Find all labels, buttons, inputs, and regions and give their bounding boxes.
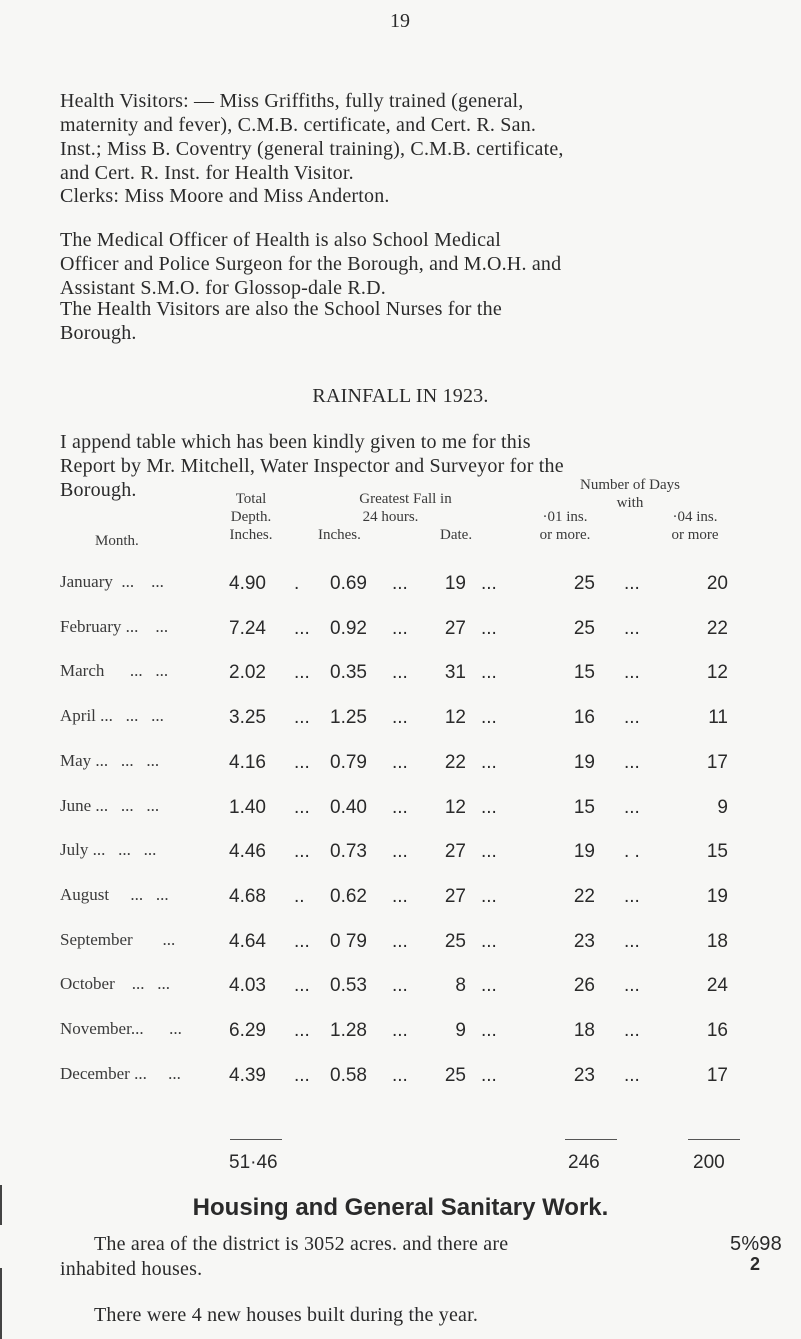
header-days-04 (645, 508, 745, 544)
total-rule (230, 1139, 282, 1140)
cell-sep: ... (481, 975, 497, 996)
cell-days-01: 19 (573, 841, 595, 862)
header-greatest (318, 490, 493, 526)
cell-days-01: 16 (573, 707, 595, 728)
cell-sep: ... (294, 752, 310, 773)
total-rule (688, 1139, 740, 1140)
cell-greatest: 1.28 (330, 1020, 367, 1041)
header-greatest-line: 24 hours. (362, 509, 419, 525)
header-greatest-line: Greatest Fall in (359, 491, 452, 507)
cell-sep: ... (392, 841, 408, 862)
cell-sep: ... (294, 662, 310, 683)
cell-date: 9 (455, 1020, 466, 1041)
cell-greatest: 0.58 (330, 1065, 367, 1086)
cell-total: 4.16 (229, 752, 266, 773)
cell-date: 12 (444, 707, 466, 728)
para-line: Borough. (60, 479, 137, 501)
housing-heading: Housing and General Sanitary Work. (192, 1194, 609, 1221)
header-days-04-line: or more (671, 527, 719, 543)
cell-days-04: 12 (706, 662, 728, 683)
cell-date: 31 (444, 662, 466, 683)
cell-sep: ... (392, 975, 408, 996)
para-line: Borough. (60, 322, 137, 344)
cell-days-01: 18 (573, 1020, 595, 1041)
para-line: The Health Visitors are also the School Nurses for the (60, 298, 502, 320)
cell-days-01: 25 (573, 618, 595, 639)
cell-days-04: 15 (706, 841, 728, 862)
header-days-01-line: ·01 ins. (542, 509, 588, 525)
clerks-paragraph: Clerks: Miss Moore and Miss Anderton. (60, 185, 390, 207)
header-days-line: with (616, 495, 644, 511)
para-line: Inst.; Miss B. Coventry (general training), C.M.B. certificate, (60, 138, 564, 160)
cell-days-04: 9 (717, 797, 728, 818)
cell-days-04: 22 (706, 618, 728, 639)
cell-month: October ... ... (60, 974, 171, 993)
para-line: maternity and fever), C.M.B. certificate, and Cert. R. San. (60, 114, 537, 136)
header-total-line: Total (235, 491, 267, 507)
cell-month: April ... ... ... (60, 706, 164, 725)
cell-greatest: 0.92 (330, 618, 367, 639)
cell-sep: ... (481, 618, 497, 639)
cell-sep: ... (481, 886, 497, 907)
cell-days-01: 23 (573, 931, 595, 952)
header-date: Date. (440, 527, 473, 543)
cell-sep: ... (392, 752, 408, 773)
header-month: Month. (95, 533, 139, 549)
cell-sep: ... (294, 931, 310, 952)
cell-sep: ... (481, 931, 497, 952)
header-total-line: Inches. (229, 527, 273, 543)
cell-days-01: 26 (573, 975, 595, 996)
cell-sep: ... (624, 975, 640, 996)
header-days-01 (520, 508, 610, 544)
header-days-04-line: ·04 ins. (672, 509, 718, 525)
cell-month: June ... ... ... (60, 796, 160, 815)
cell-sep: ... (624, 573, 640, 594)
total-days-04: 200 (693, 1152, 725, 1173)
cell-days-01: 19 (573, 752, 595, 773)
cell-sep: ... (481, 841, 497, 862)
cell-sep: ... (294, 707, 310, 728)
cell-sep: . (294, 573, 300, 594)
cell-date: 25 (444, 931, 466, 952)
cell-date: 27 (444, 841, 466, 862)
cell-days-04: 11 (708, 707, 728, 728)
cell-greatest: 0.69 (330, 573, 367, 594)
cell-days-01: 15 (573, 662, 595, 683)
cell-days-04: 24 (706, 975, 728, 996)
cell-date: 8 (455, 975, 466, 996)
cell-month: August ... ... (60, 885, 169, 904)
cell-sep: ... (392, 573, 408, 594)
cell-greatest: 0 79 (330, 931, 367, 952)
header-days-01-line: or more. (539, 527, 591, 543)
cell-date: 19 (444, 573, 466, 594)
cell-sep: ... (294, 1065, 310, 1086)
cell-days-04: 17 (706, 1065, 728, 1086)
cell-total: 3.25 (229, 707, 266, 728)
cell-sep: ... (294, 797, 310, 818)
cell-sep: ... (392, 797, 408, 818)
header-total-line: Depth. (230, 509, 272, 525)
cell-greatest: 1.25 (330, 707, 367, 728)
cell-month: May ... ... ... (60, 751, 160, 770)
cell-sep: .. (294, 886, 305, 907)
cell-sep: ... (624, 662, 640, 683)
cell-total: 4.39 (229, 1065, 266, 1086)
cell-sep: ... (392, 886, 408, 907)
header-greatest-inches: Inches. (318, 527, 361, 543)
cell-days-04: 16 (706, 1020, 728, 1041)
rainfall-heading: RAINFALL IN 1923. (312, 385, 489, 407)
cell-sep: ... (481, 1020, 497, 1041)
housing-area-line: The area of the district is 3052 acres. and there are (94, 1233, 509, 1255)
cell-greatest: 0.62 (330, 886, 367, 907)
cell-total: 4.03 (229, 975, 266, 996)
para-line: and Cert. R. Inst. for Health Visitor. (60, 162, 354, 184)
cell-greatest: 0.79 (330, 752, 367, 773)
cell-date: 25 (444, 1065, 466, 1086)
cell-days-04: 17 (706, 752, 728, 773)
school-nurses-paragraph (60, 297, 760, 345)
cell-sep: ... (481, 707, 497, 728)
cell-total: 6.29 (229, 1020, 266, 1041)
cell-month: July ... ... ... (60, 840, 157, 859)
cell-sep: ... (294, 1020, 310, 1041)
header-total (216, 490, 286, 544)
cell-sep: ... (392, 931, 408, 952)
cell-sep: ... (624, 1020, 640, 1041)
housing-area-value: 5%98 (730, 1233, 782, 1255)
para-line: I append table which has been kindly given to me for this (60, 431, 531, 453)
cell-sep: ... (392, 662, 408, 683)
cell-greatest: 0.73 (330, 841, 367, 862)
cell-date: 27 (444, 886, 466, 907)
housing-new-houses: There were 4 new houses built during the year. (94, 1304, 479, 1326)
cell-sep: . . (624, 841, 640, 862)
cell-month: January ... ... (60, 572, 164, 591)
total-rule (565, 1139, 617, 1140)
cell-days-01: 22 (573, 886, 595, 907)
cell-sep: ... (481, 662, 497, 683)
cell-sep: ... (481, 1065, 497, 1086)
cell-days-01: 23 (573, 1065, 595, 1086)
cell-sep: ... (624, 707, 640, 728)
cell-total: 4.64 (229, 931, 266, 952)
cell-total: 1.40 (229, 797, 266, 818)
cell-total: 4.90 (229, 573, 266, 594)
cell-sep: ... (294, 841, 310, 862)
cell-days-04: 20 (706, 573, 728, 594)
housing-area-line2: inhabited houses. (60, 1258, 203, 1280)
cell-greatest: 0.40 (330, 797, 367, 818)
cell-sep: ... (481, 752, 497, 773)
para-line: Health Visitors: — Miss Griffiths, fully trained (general, (60, 90, 524, 112)
cell-sep: ... (624, 1065, 640, 1086)
para-line: Officer and Police Surgeon for the Borough, and M.O.H. and (60, 253, 562, 275)
cell-total: 7.24 (229, 618, 266, 639)
para-line: Assistant S.M.O. for Glossop-dale R.D. (60, 277, 386, 299)
cell-date: 22 (444, 752, 466, 773)
total-depth: 51·46 (229, 1152, 278, 1173)
cell-sep: ... (392, 1020, 408, 1041)
cell-days-01: 25 (573, 573, 595, 594)
header-days-line: Number of Days (580, 477, 680, 493)
cell-month: March ... ... (60, 661, 169, 680)
margin-line (0, 1268, 2, 1339)
cell-days-04: 18 (706, 931, 728, 952)
cell-month: September ... (60, 930, 176, 949)
total-days-01: 246 (568, 1152, 600, 1173)
cell-days-04: 19 (706, 886, 728, 907)
para-line: Report by Mr. Mitchell, Water Inspector and Surveyor for the (60, 455, 564, 477)
cell-total: 4.46 (229, 841, 266, 862)
cell-month: November... ... (60, 1019, 182, 1038)
cell-sep: ... (392, 618, 408, 639)
cell-sep: ... (624, 886, 640, 907)
cell-month: December ... ... (60, 1064, 181, 1083)
housing-area-note: 2 (750, 1254, 761, 1274)
cell-total: 4.68 (229, 886, 266, 907)
cell-sep: ... (624, 931, 640, 952)
para-line: The Medical Officer of Health is also School Medical (60, 229, 502, 251)
cell-sep: ... (624, 618, 640, 639)
page-number: 19 (390, 10, 410, 32)
cell-sep: ... (392, 707, 408, 728)
medical-officer-paragraph (60, 228, 760, 300)
margin-line (0, 1185, 2, 1225)
cell-sep: ... (624, 752, 640, 773)
cell-sep: ... (294, 975, 310, 996)
cell-sep: ... (294, 618, 310, 639)
cell-date: 27 (444, 618, 466, 639)
cell-sep: ... (481, 573, 497, 594)
cell-sep: ... (392, 1065, 408, 1086)
cell-greatest: 0.35 (330, 662, 367, 683)
cell-month: February ... ... (60, 617, 169, 636)
cell-date: 12 (444, 797, 466, 818)
header-days (520, 476, 740, 512)
cell-sep: ... (481, 797, 497, 818)
cell-total: 2.02 (229, 662, 266, 683)
cell-sep: ... (624, 797, 640, 818)
cell-greatest: 0.53 (330, 975, 367, 996)
cell-days-01: 15 (573, 797, 595, 818)
health-visitors-paragraph (60, 89, 760, 185)
